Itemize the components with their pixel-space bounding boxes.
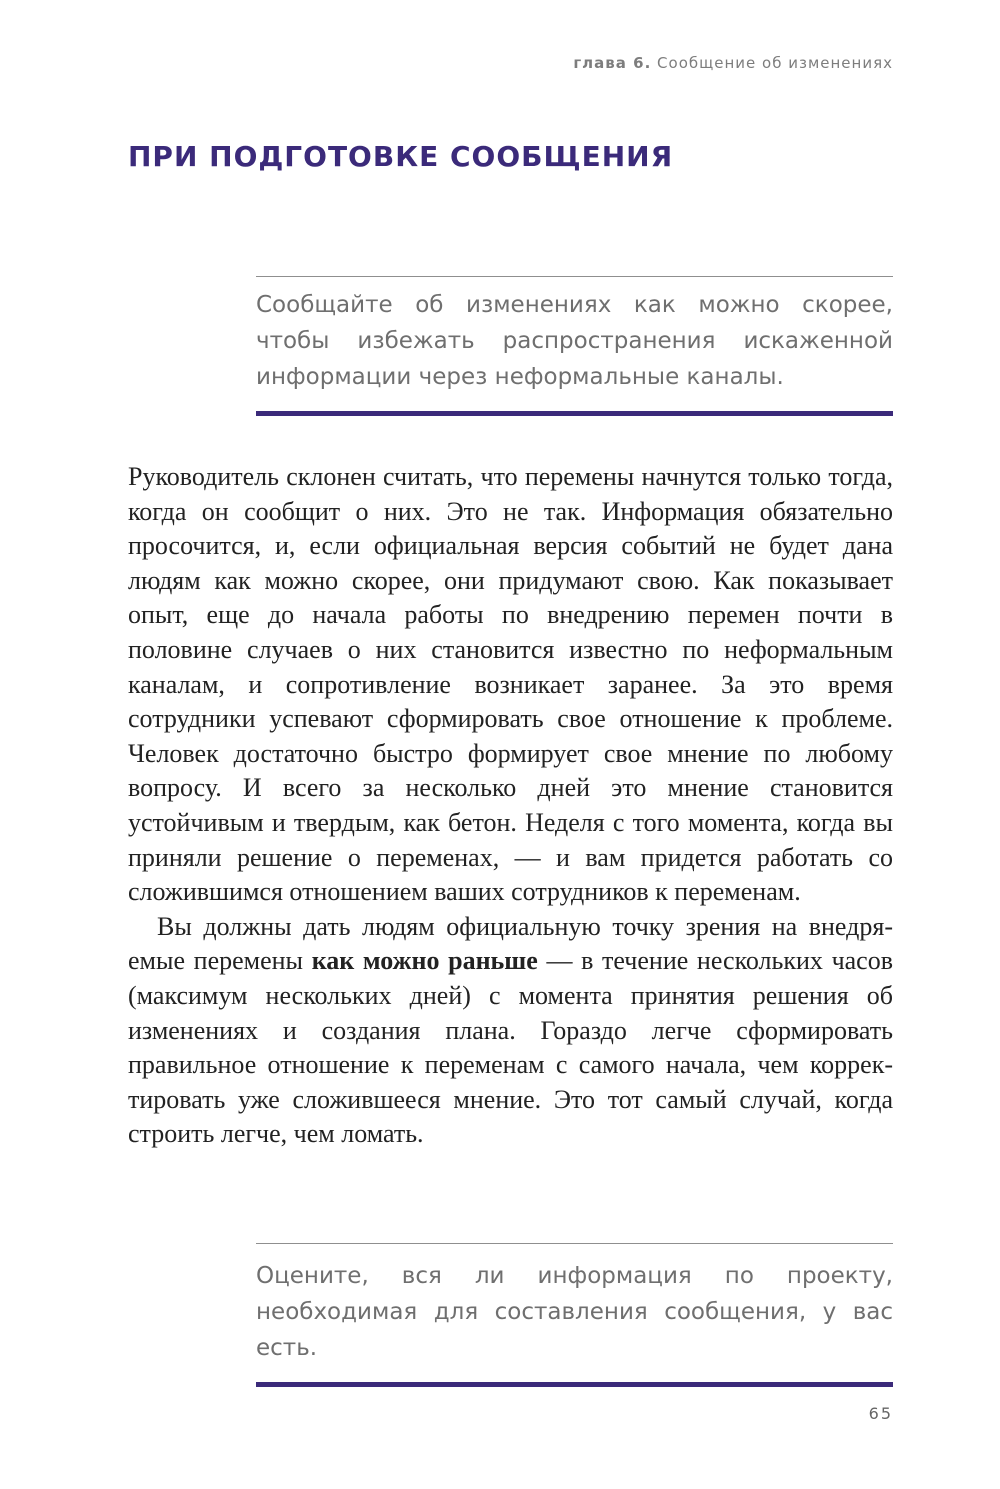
callout-box <box>256 276 893 416</box>
running-head-title: Сообщение об изменениях <box>657 54 893 72</box>
body-paragraph <box>128 910 893 1152</box>
running-head-chapter: глава 6. <box>573 54 652 72</box>
callout-bottom-rule <box>256 411 893 416</box>
body-paragraph: Руководитель склонен считать, что перемены начнутся только тогда, когда он сообщит о них. Это не так. Информация обязательно просочится, и, если официальная версия событий не будет дана людям как можно скорее, они придумают свою. Как показывает опыт, еще до начала работы по внедрению перемен почти в половине случаев о них становится известно по неформальным каналам, и сопротивление возникает заранее. За это время сотрудники успевают сформировать свое отношение к проблеме. Человек достаточно быстро формирует свое мнение по любому вопросу. И всего за несколько дней это мнение становится устойчивым и твердым, как бетон. Неделя с того момента, когда вы приняли решение о переменах, — и вам придется работать со сложившимся отношением ваших сотрудников к переменам. <box>128 462 893 907</box>
paragraph-text: Вы должны дать людям официальную точку зрения на внедряемые перемены <box>128 911 893 976</box>
emphasis-text: как можно раньше <box>311 946 538 976</box>
section-title: ПРИ ПОДГОТОВКЕ СООБЩЕНИЯ <box>128 140 674 173</box>
paragraph-text: — в течение нескольких часов (максимум нескольких дней) с момента принятия решения об изменениях и создания плана. Гораздо легче сформировать правильное отношение к переменам с самого начала, чем корректировать уже сложившееся мнение. Это тот самый случай, когда строить легче, чем ломать. <box>128 946 893 1149</box>
callout-box <box>256 1243 893 1387</box>
callout-text: Сообщайте об изменениях как можно скорее, чтобы избежать распространения искаженной информации через неформальные каналы. <box>256 292 893 390</box>
page-number: 65 <box>868 1404 893 1423</box>
callout-text: Оцените, вся ли информация по проекту, необходимая для составления сообщения, у вас есть. <box>256 1263 893 1361</box>
callout-bottom-rule <box>256 1382 893 1387</box>
body-text <box>128 460 893 1152</box>
running-head <box>573 54 893 72</box>
